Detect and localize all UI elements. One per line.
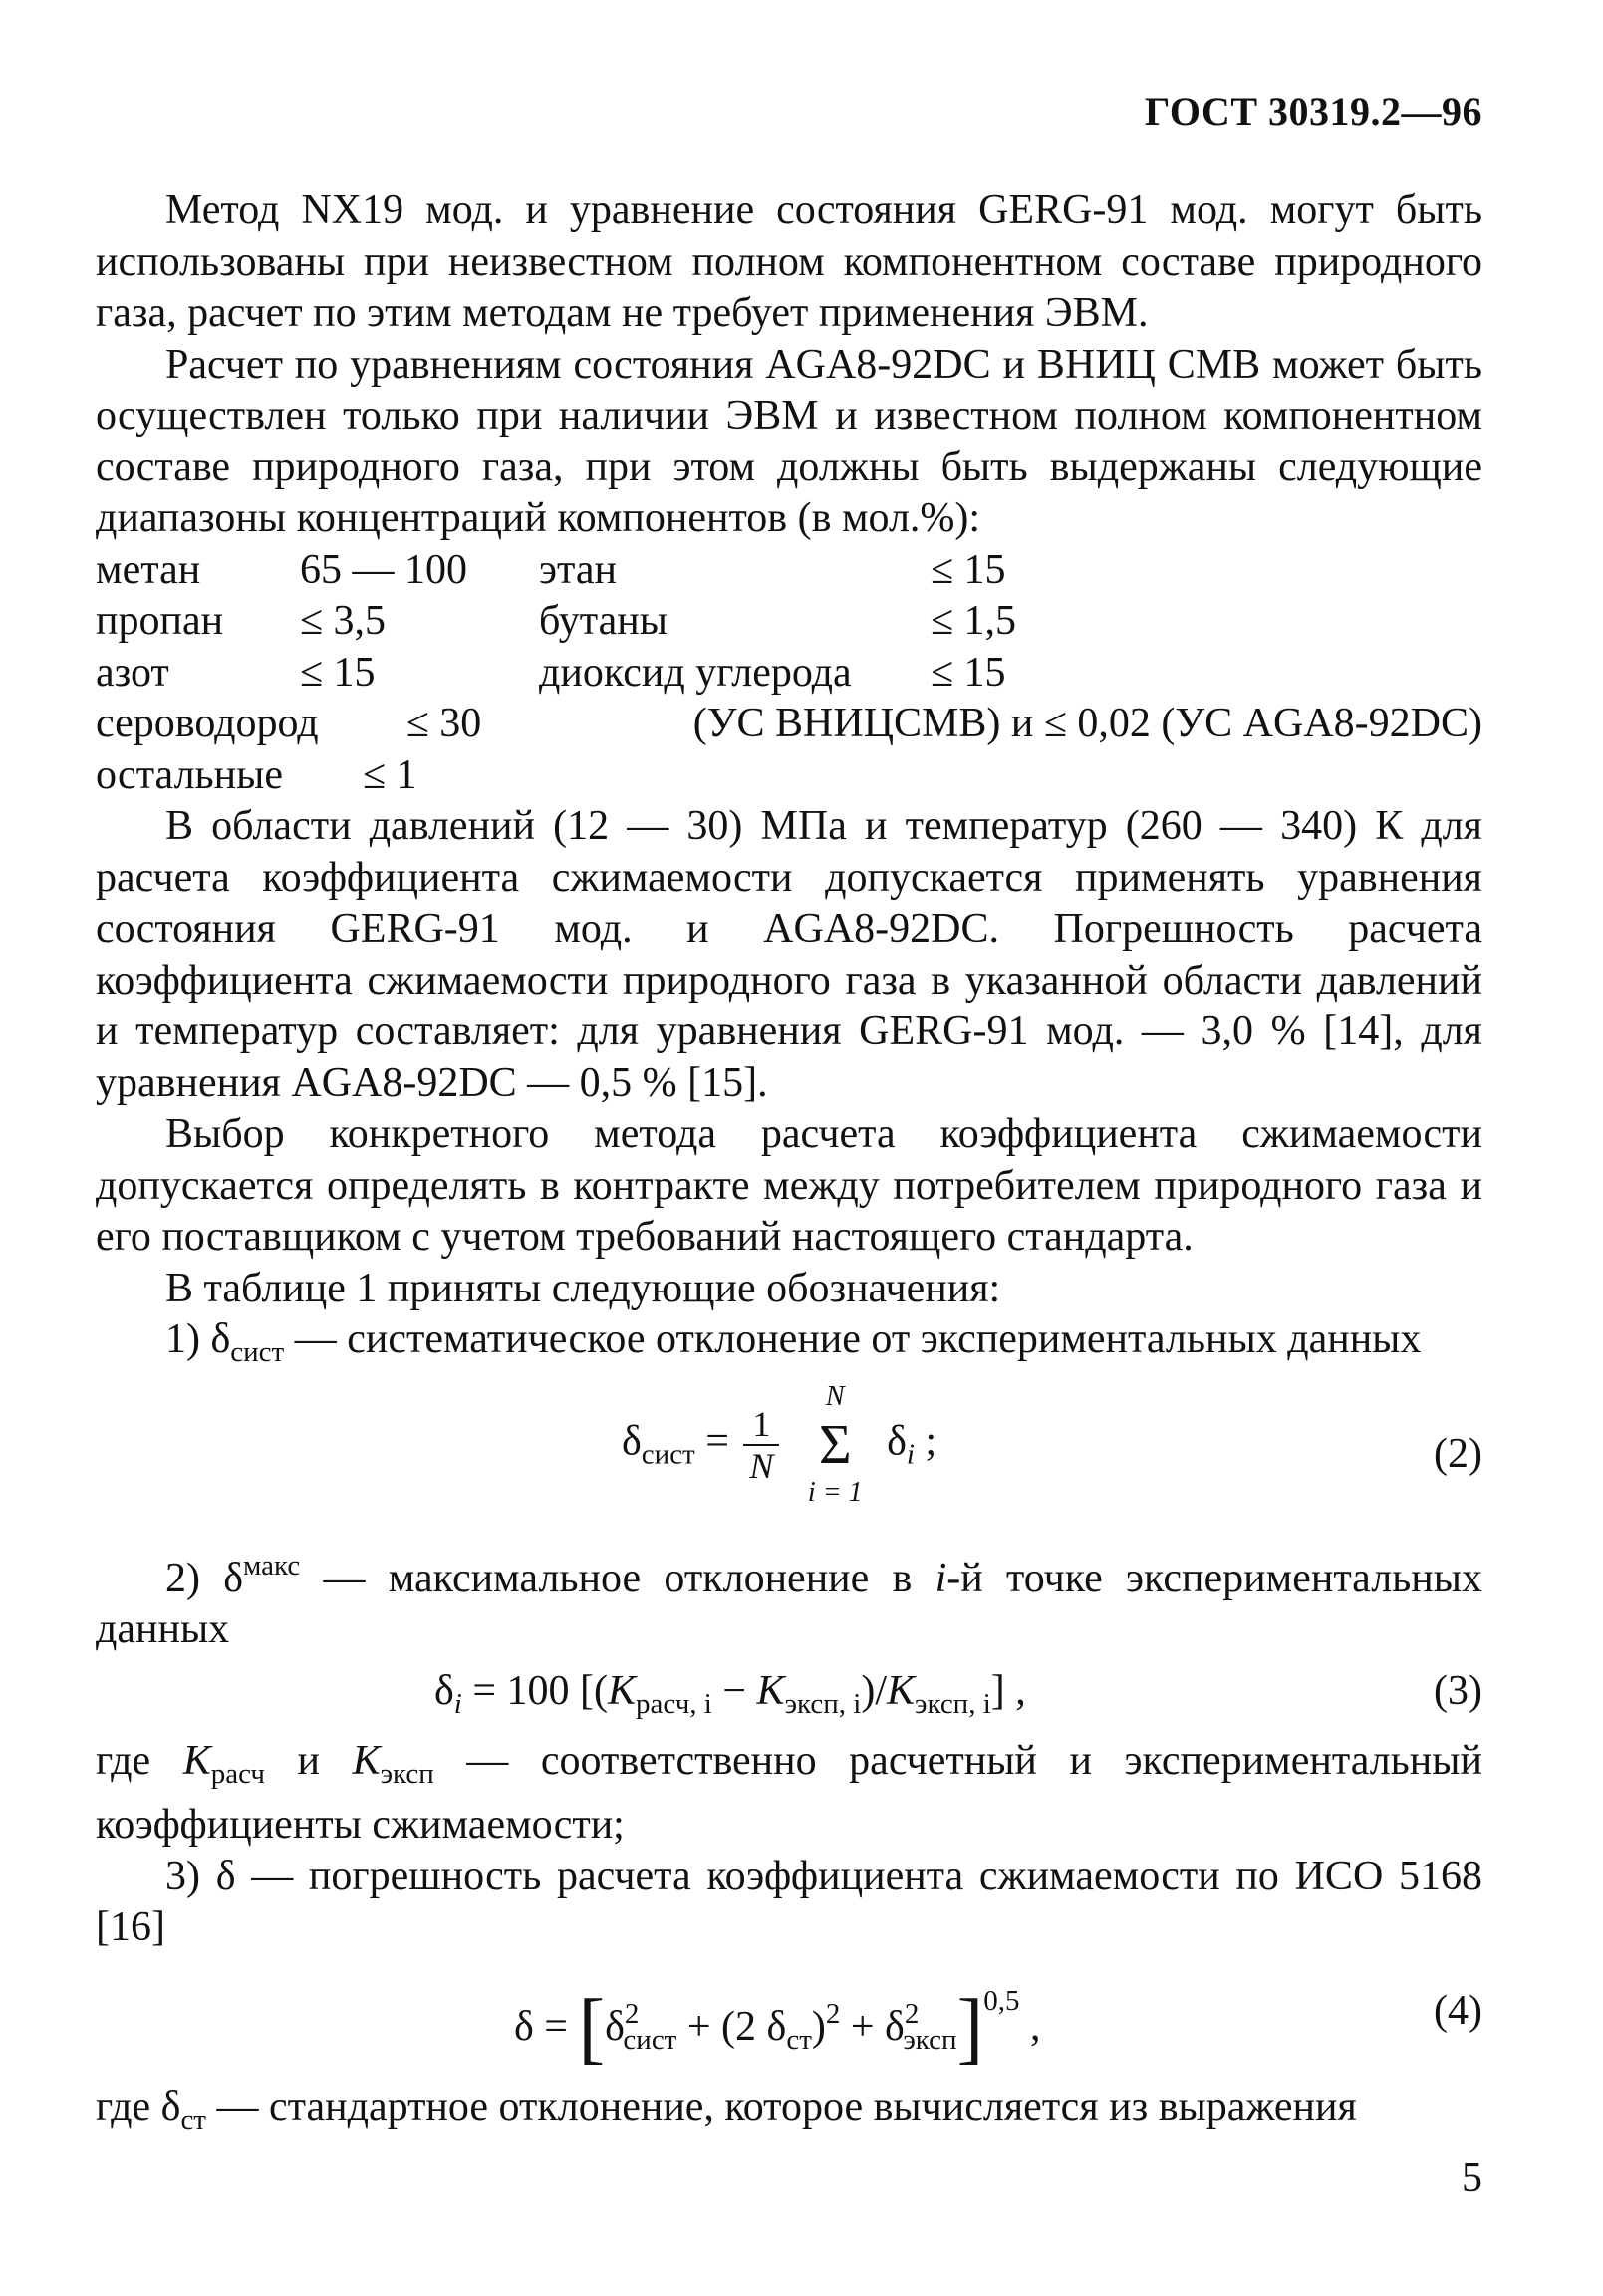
component-row-other [96,750,1482,802]
equation-number: (4) [1434,1987,1482,2034]
item-systematic-deviation: 1) $\delta_{сист}$ — систематическое отклонение от экспериментальных данных [165,1316,1422,1368]
page-body [96,185,1482,2146]
summation-sign: N Σ i = 1 [807,1380,863,1508]
component-name: сероводород [96,701,319,746]
equation-4: $\delta = [\delta^2_{сист} + (2$ $\delta_{ст})^2 + \delta^2_{эксп}]^{0,5}$ , (4) [514,1983,1482,2072]
component-name: азот [96,649,169,696]
equation-3: $\delta_i = 100$ $[(K_{расч, i} - K_{эксп, i})/K_{эксп, i}]$ , (3) [434,1667,1482,1720]
fraction-one-over-n: $\frac{1}{N}$ [743,1404,779,1486]
definition-k: где $K_{расч}$ и $K_{эксп}$ — соответственно расчетный и экспериментальный коэффициенты сжимаемости; [96,1737,1482,1848]
component-name: этан [539,546,618,593]
paragraph-method-choice: Выбор конкретного метода расчета коэффициента сжимаемости допускается определять в контракте между потребителем природного газа и его поставщиком с учетом требований настоящего стандарта. [96,1111,1482,1260]
equation-2: $\delta_{сист}$ = $\frac{1}{N}$ N Σ i = 1 $\delta_i$ ; (2) [96,1379,1482,1529]
component-row [96,648,1016,700]
component-range: ≤ 1 [363,751,417,798]
document-code-header: ГОСТ 30319.2—96 [1144,89,1482,134]
component-ranges-table [96,545,1016,700]
paragraph-aga8: Расчет по уравнениям состояния AGA8-92DC и ВНИЦ СМВ может быть осуществлен только при наличии ЭВМ и известном полном компонентном составе природного газа, при этом должны быть выдержаны следующие диапазоны концентраций компонентов (в мол.%): [96,341,1482,541]
item-max-deviation: 2) $\delta^{макс}$ — максимальное отклонение в i-й точке экспериментальных данных [96,1549,1483,1652]
component-range: ≤ 15 [300,649,376,696]
paragraph-pressure-range: В области давлений (12 — 30) МПа и температур (260 — 340) К для расчета коэффициента сжимаемости допускается применять уравнения состояния GERG-91 мод. и AGA8-92DC. Погрешность расчета коэффициента сжимаемости природного газа в указанной области давлений и температур составляет: для уравнения GERG-91 мод. — 3,0 % [14], для уравнения AGA8-92DC — 0,5 % [15]. [96,803,1482,1106]
component-name: остальные [96,751,284,798]
paragraph-notation: В таблице 1 приняты следующие обозначения: [165,1265,1001,1311]
component-name: бутаны [539,598,668,644]
component-name: пропан [96,598,224,644]
definition-std-deviation: где $\delta_{ст}$ — стандартное отклонение, которое вычисляется из выражения [96,2083,1357,2136]
component-range: ≤ 15 [931,546,1006,593]
component-row-h2s [96,699,1482,750]
component-range: ≤ 1,5 [931,598,1017,644]
component-row [96,545,1016,597]
item-iso-error: 3) δ — погрешность расчета коэффициента сжимаемости по ИСО 5168 [16] [96,1853,1482,1950]
component-range: ≤ 15 [931,649,1006,696]
page-number: 5 [1462,2155,1482,2201]
equation-number: (3) [1434,1667,1482,1714]
equation-number: (2) [1434,1430,1482,1477]
component-range: ≤ 30 [405,701,482,746]
component-range: 65 — 100 [300,546,467,593]
component-range: ≤ 3,5 [300,598,387,644]
paragraph-nx19: Метод NX19 мод. и уравнение состояния GERG-91 мод. могут быть использованы при неизвестном полном компонентном составе природного газа, расчет по этим методам не требует применения ЭВМ. [96,187,1482,336]
component-row [96,596,1016,648]
component-name: метан [96,546,201,593]
component-range-note: (УС ВНИЦСМВ) и ≤ 0,02 (УС AGA8-92DC) [692,701,1482,746]
component-name: диоксид углерода [539,649,852,696]
